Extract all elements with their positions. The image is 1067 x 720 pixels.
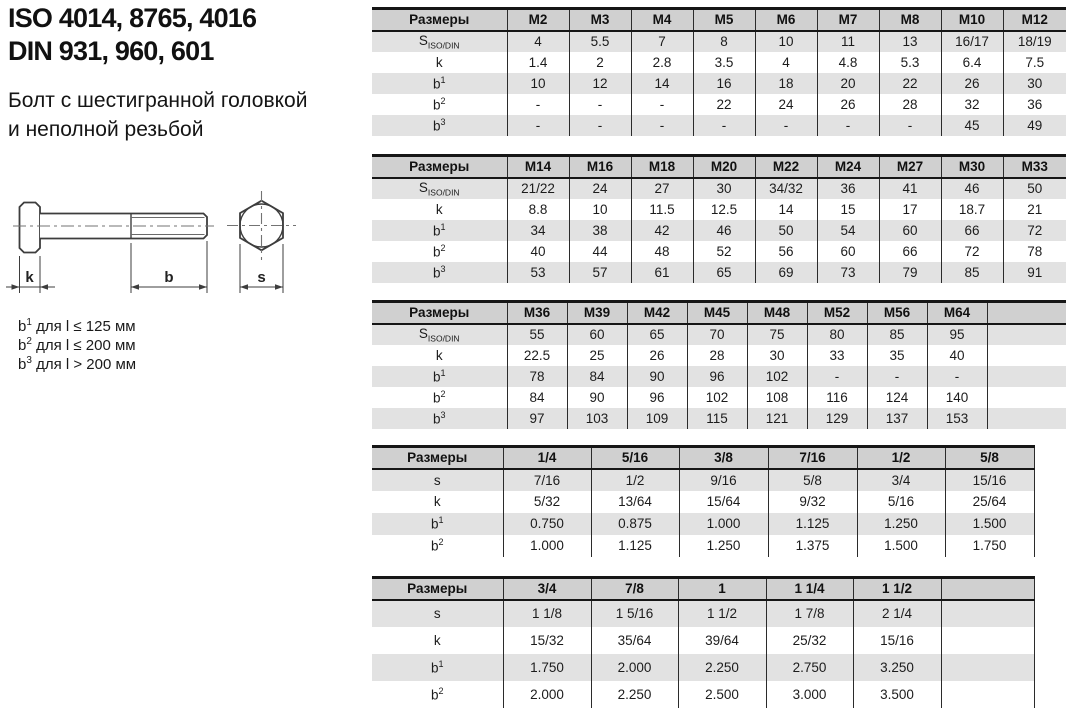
value-cell: 5/16: [857, 491, 945, 513]
title-din-standards: DIN 931, 960, 601: [8, 36, 214, 66]
value-cell: 1.000: [679, 513, 768, 535]
row-label: k: [435, 347, 443, 363]
value-cell: 7.5: [1003, 52, 1066, 73]
header-size-label: M5: [693, 9, 755, 31]
value-cell: [941, 600, 1034, 627]
value-cell: 96: [627, 387, 687, 408]
value-cell: -: [879, 115, 941, 136]
value-cell: 5/32: [503, 491, 591, 513]
value-cell: 25/32: [766, 627, 853, 654]
value-cell: 28: [687, 345, 747, 366]
value-cell: 1.125: [768, 513, 857, 535]
value-cell: -: [569, 94, 631, 115]
header-size-label: 1 1/2: [853, 578, 941, 600]
header-size-label: M14: [507, 156, 569, 178]
value-cell: 50: [1003, 178, 1066, 199]
value-cell: 16: [693, 73, 755, 94]
header-size-label: 7/8: [591, 578, 678, 600]
value-cell: 73: [817, 262, 879, 283]
row-label: $b^1$: [372, 220, 507, 241]
dimension-table: [372, 576, 1035, 708]
value-cell: -: [927, 366, 987, 387]
header-size-label: M22: [755, 156, 817, 178]
header-size-label: M45: [687, 302, 747, 324]
value-cell: 1/2: [591, 469, 679, 491]
value-cell: 1 1/2: [678, 600, 766, 627]
header-size-label: 5/16: [591, 447, 679, 469]
dimension-table: [372, 445, 1035, 557]
value-cell: 3/4: [857, 469, 945, 491]
dimension-table: [372, 300, 1066, 429]
header-size-label: M3: [569, 9, 631, 31]
value-cell: 60: [567, 324, 627, 345]
header-size-label: 3/8: [679, 447, 768, 469]
row-label: $b^2$: [430, 537, 444, 554]
value-cell: 10: [755, 31, 817, 52]
value-cell: 4.8: [817, 52, 879, 73]
value-cell: -: [631, 94, 693, 115]
value-cell: 13/64: [591, 491, 679, 513]
value-cell: 22.5: [507, 345, 567, 366]
value-cell: 84: [567, 366, 627, 387]
value-cell: 9/16: [679, 469, 768, 491]
value-cell: 21/22: [507, 178, 569, 199]
value-cell: 115: [687, 408, 747, 429]
row-label: $b^2$: [430, 685, 444, 703]
value-cell: 60: [817, 241, 879, 262]
value-cell: 45: [941, 115, 1003, 136]
value-cell: 30: [693, 178, 755, 199]
dimension-table: [372, 154, 1066, 283]
value-cell: 15/16: [853, 627, 941, 654]
header-size-label: M48: [747, 302, 807, 324]
value-cell: 33: [807, 345, 867, 366]
header-size-label: M39: [567, 302, 627, 324]
value-cell: 60: [879, 220, 941, 241]
header-dimensions-label: Размеры: [372, 9, 507, 31]
page-title: [8, 2, 256, 68]
row-label: $b^3$: [372, 408, 507, 429]
value-cell: 90: [567, 387, 627, 408]
value-cell: 1 7/8: [766, 600, 853, 627]
header-size-label: [987, 302, 1066, 324]
row-label: k: [435, 54, 443, 70]
value-cell: 22: [693, 94, 755, 115]
header-size-label: M6: [755, 9, 817, 31]
value-cell: 25/64: [945, 491, 1034, 513]
value-cell: 5.5: [569, 31, 631, 52]
value-cell: 35/64: [591, 627, 678, 654]
bolt-head-side-view: [20, 203, 41, 253]
product-description: [8, 86, 307, 144]
value-cell: 3.000: [766, 681, 853, 708]
header-size-label: M30: [941, 156, 1003, 178]
value-cell: 2.000: [503, 681, 591, 708]
value-cell: 11: [817, 31, 879, 52]
value-cell: -: [867, 366, 927, 387]
value-cell: 48: [631, 241, 693, 262]
value-cell: 5/8: [768, 469, 857, 491]
header-dimensions-label: Размеры: [372, 156, 507, 178]
value-cell: 84: [507, 387, 567, 408]
value-cell: 11.5: [631, 199, 693, 220]
bolt-technical-drawing: [0, 188, 320, 300]
value-cell: 35: [867, 345, 927, 366]
row-label: $b^3$: [372, 115, 507, 136]
header-size-label: M7: [817, 9, 879, 31]
value-cell: 1.125: [591, 535, 679, 557]
value-cell: 32: [941, 94, 1003, 115]
header-size-label: 1/2: [857, 447, 945, 469]
value-cell: 102: [747, 366, 807, 387]
value-cell: 4: [507, 31, 569, 52]
description-line-2: и неполной резьбой: [8, 118, 204, 141]
value-cell: 91: [1003, 262, 1066, 283]
value-cell: -: [507, 115, 569, 136]
value-cell: 1.750: [503, 654, 591, 681]
value-cell: 28: [879, 94, 941, 115]
value-cell: 53: [507, 262, 569, 283]
value-cell: 21: [1003, 199, 1066, 220]
value-cell: 26: [627, 345, 687, 366]
dimension-table: [372, 7, 1066, 136]
value-cell: 95: [927, 324, 987, 345]
value-cell: -: [807, 366, 867, 387]
header-size-label: 5/8: [945, 447, 1034, 469]
value-cell: -: [631, 115, 693, 136]
value-cell: 90: [627, 366, 687, 387]
row-label: s: [372, 469, 503, 491]
value-cell: 18.7: [941, 199, 1003, 220]
row-label: k: [435, 201, 443, 217]
value-cell: 1.000: [503, 535, 591, 557]
header-dimensions-label: Размеры: [372, 578, 503, 600]
value-cell: 54: [817, 220, 879, 241]
note-line: $b^3$ для l > 200 мм: [18, 355, 137, 373]
value-cell: 25: [567, 345, 627, 366]
value-cell: 2.8: [631, 52, 693, 73]
value-cell: 2.750: [766, 654, 853, 681]
value-cell: [987, 366, 1066, 387]
row-label: $b^1$: [372, 366, 507, 387]
value-cell: 1.375: [768, 535, 857, 557]
value-cell: [941, 627, 1034, 654]
value-cell: 1.500: [857, 535, 945, 557]
value-cell: 46: [941, 178, 1003, 199]
value-cell: 75: [747, 324, 807, 345]
value-cell: 57: [569, 262, 631, 283]
header-size-label: M16: [569, 156, 631, 178]
row-label: $b^3$: [372, 262, 507, 283]
value-cell: 2: [569, 52, 631, 73]
value-cell: 72: [941, 241, 1003, 262]
value-cell: 8: [693, 31, 755, 52]
value-cell: 12.5: [693, 199, 755, 220]
value-cell: 0.750: [503, 513, 591, 535]
value-cell: 18: [755, 73, 817, 94]
value-cell: [941, 654, 1034, 681]
row-label: $S_{ISO/DIN}$: [372, 324, 507, 345]
value-cell: 4: [755, 52, 817, 73]
header-size-label: M12: [1003, 9, 1066, 31]
value-cell: 9/32: [768, 491, 857, 513]
value-cell: 44: [569, 241, 631, 262]
row-label: $b^2$: [432, 242, 446, 260]
value-cell: 41: [879, 178, 941, 199]
header-size-label: 3/4: [503, 578, 591, 600]
value-cell: 27: [631, 178, 693, 199]
value-cell: 70: [687, 324, 747, 345]
value-cell: 0.875: [591, 513, 679, 535]
value-cell: 3.500: [853, 681, 941, 708]
value-cell: 30: [747, 345, 807, 366]
value-cell: 85: [867, 324, 927, 345]
header-size-label: M18: [631, 156, 693, 178]
value-cell: 14: [755, 199, 817, 220]
value-cell: 40: [927, 345, 987, 366]
header-size-label: M36: [507, 302, 567, 324]
header-size-label: M64: [927, 302, 987, 324]
value-cell: 97: [507, 408, 567, 429]
value-cell: 1 5/16: [591, 600, 678, 627]
value-cell: -: [569, 115, 631, 136]
value-cell: 129: [807, 408, 867, 429]
header-size-label: M4: [631, 9, 693, 31]
header-size-label: M33: [1003, 156, 1066, 178]
value-cell: 10: [569, 199, 631, 220]
value-cell: 18/19: [1003, 31, 1066, 52]
value-cell: 121: [747, 408, 807, 429]
value-cell: -: [693, 115, 755, 136]
value-cell: 103: [567, 408, 627, 429]
value-cell: 39/64: [678, 627, 766, 654]
value-cell: 3.5: [693, 52, 755, 73]
value-cell: 46: [693, 220, 755, 241]
value-cell: 52: [693, 241, 755, 262]
value-cell: 50: [755, 220, 817, 241]
value-cell: 40: [507, 241, 569, 262]
header-size-label: M8: [879, 9, 941, 31]
header-size-label: M10: [941, 9, 1003, 31]
value-cell: 24: [569, 178, 631, 199]
value-cell: [987, 345, 1066, 366]
row-label: s: [372, 600, 503, 627]
value-cell: -: [817, 115, 879, 136]
value-cell: 2 1/4: [853, 600, 941, 627]
header-dimensions-label: Размеры: [372, 447, 503, 469]
value-cell: 2.250: [678, 654, 766, 681]
value-cell: 38: [569, 220, 631, 241]
value-cell: 66: [941, 220, 1003, 241]
value-cell: 61: [631, 262, 693, 283]
value-cell: 2.500: [678, 681, 766, 708]
header-size-label: 7/16: [768, 447, 857, 469]
value-cell: 34: [507, 220, 569, 241]
value-cell: 7/16: [503, 469, 591, 491]
row-label: $S_{ISO/DIN}$: [372, 31, 507, 52]
row-label: $S_{ISO/DIN}$: [372, 178, 507, 199]
header-size-label: M27: [879, 156, 941, 178]
value-cell: 3.250: [853, 654, 941, 681]
value-cell: 36: [817, 178, 879, 199]
value-cell: 65: [627, 324, 687, 345]
value-cell: 36: [1003, 94, 1066, 115]
row-label: k: [433, 632, 441, 648]
note-line: $b^2$ для l ≤ 200 мм: [18, 336, 136, 354]
value-cell: 14: [631, 73, 693, 94]
value-cell: 6.4: [941, 52, 1003, 73]
header-size-label: M42: [627, 302, 687, 324]
value-cell: 49: [1003, 115, 1066, 136]
value-cell: 65: [693, 262, 755, 283]
value-cell: -: [755, 115, 817, 136]
value-cell: [987, 324, 1066, 345]
value-cell: 85: [941, 262, 1003, 283]
row-label: $b^1$: [372, 73, 507, 94]
value-cell: 30: [1003, 73, 1066, 94]
value-cell: 79: [879, 262, 941, 283]
value-cell: 124: [867, 387, 927, 408]
value-cell: 109: [627, 408, 687, 429]
value-cell: [987, 408, 1066, 429]
value-cell: 24: [755, 94, 817, 115]
value-cell: 12: [569, 73, 631, 94]
row-label: k: [433, 494, 441, 509]
value-cell: 1 1/8: [503, 600, 591, 627]
header-size-label: M52: [807, 302, 867, 324]
note-line: $b^1$ для l ≤ 125 мм: [18, 317, 136, 335]
value-cell: 15/64: [679, 491, 768, 513]
description-line-1: Болт с шестигранной головкой: [8, 89, 308, 112]
value-cell: 96: [687, 366, 747, 387]
length-notes: [18, 317, 136, 374]
value-cell: -: [507, 94, 569, 115]
value-cell: 26: [941, 73, 1003, 94]
row-label: $b^2$: [432, 95, 446, 113]
value-cell: 13: [879, 31, 941, 52]
value-cell: 55: [507, 324, 567, 345]
value-cell: 15/32: [503, 627, 591, 654]
value-cell: 5.3: [879, 52, 941, 73]
value-cell: 8.8: [507, 199, 569, 220]
dim-label-b: b: [164, 269, 174, 286]
value-cell: 78: [1003, 241, 1066, 262]
value-cell: 66: [879, 241, 941, 262]
header-size-label: M20: [693, 156, 755, 178]
value-cell: 2.000: [591, 654, 678, 681]
header-size-label: 1 1/4: [766, 578, 853, 600]
value-cell: 7: [631, 31, 693, 52]
value-cell: 1.250: [679, 535, 768, 557]
value-cell: [941, 681, 1034, 708]
header-size-label: 1: [678, 578, 766, 600]
value-cell: 22: [879, 73, 941, 94]
value-cell: 15/16: [945, 469, 1034, 491]
value-cell: 108: [747, 387, 807, 408]
row-label: $b^1$: [372, 654, 503, 681]
value-cell: 15: [817, 199, 879, 220]
row-label: $b^1$: [372, 513, 503, 535]
value-cell: 56: [755, 241, 817, 262]
value-cell: 1.4: [507, 52, 569, 73]
header-size-label: 1/4: [503, 447, 591, 469]
value-cell: 1.750: [945, 535, 1034, 557]
value-cell: 102: [687, 387, 747, 408]
value-cell: 16/17: [941, 31, 1003, 52]
value-cell: 42: [631, 220, 693, 241]
value-cell: 34/32: [755, 178, 817, 199]
dim-label-k: k: [25, 269, 34, 286]
value-cell: 20: [817, 73, 879, 94]
row-label: $b^2$: [432, 388, 446, 406]
value-cell: 72: [1003, 220, 1066, 241]
value-cell: 140: [927, 387, 987, 408]
value-cell: 2.250: [591, 681, 678, 708]
value-cell: 137: [867, 408, 927, 429]
value-cell: 153: [927, 408, 987, 429]
header-size-label: [941, 578, 1034, 600]
dim-label-s: s: [257, 269, 266, 286]
header-size-label: M2: [507, 9, 569, 31]
header-size-label: M24: [817, 156, 879, 178]
value-cell: 1.500: [945, 513, 1034, 535]
value-cell: 10: [507, 73, 569, 94]
value-cell: 78: [507, 366, 567, 387]
value-cell: [987, 387, 1066, 408]
value-cell: 116: [807, 387, 867, 408]
header-size-label: M56: [867, 302, 927, 324]
value-cell: 17: [879, 199, 941, 220]
title-iso-standards: ISO 4014, 8765, 4016: [8, 3, 257, 33]
value-cell: 69: [755, 262, 817, 283]
value-cell: 1.250: [857, 513, 945, 535]
header-dimensions-label: Размеры: [372, 302, 507, 324]
value-cell: 26: [817, 94, 879, 115]
value-cell: 80: [807, 324, 867, 345]
